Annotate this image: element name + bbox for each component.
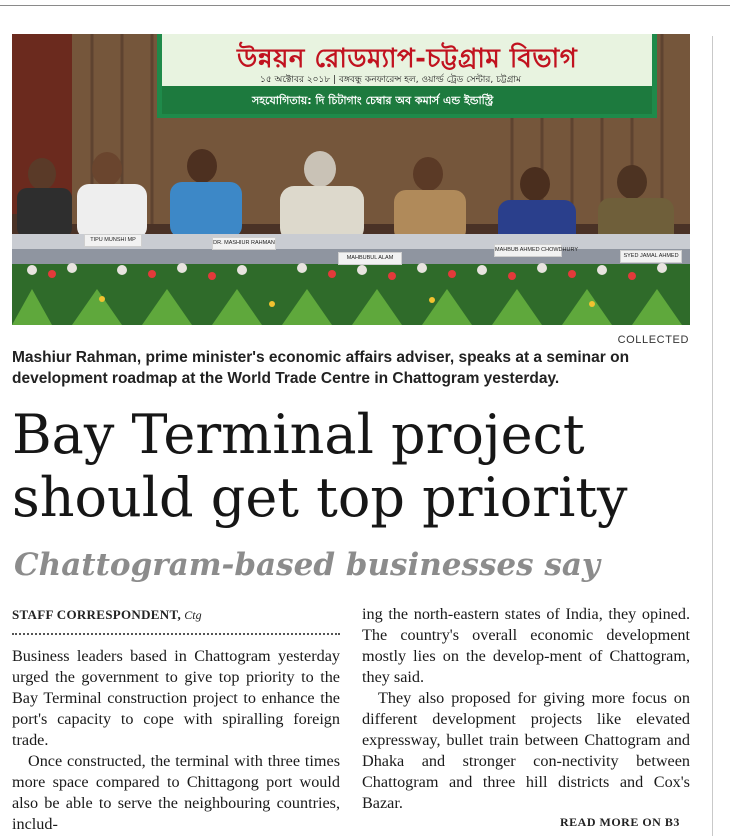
subheadline: Chattogram-based businesses say [14,547,600,583]
paragraph: ing the north-eastern states of India, they opined. The country's overall economic development mostly lies on the develop-ment of Chattogram, they said. [362,605,690,686]
byline-location: Ctg [184,608,202,622]
photo-credit: COLLECTED [617,334,689,346]
paragraph: Once constructed, the terminal with three times more space compared to Chittagong port would also be able to serve the neighbouring countries, includ- [12,752,340,833]
article-column-2 [362,604,690,814]
banner-title: উন্নয়ন রোডম্যাপ-চট্টগ্রাম বিভাগ [237,44,578,74]
article-column-1 [12,646,340,835]
column-divider [712,36,713,836]
byline-divider [12,633,340,635]
nameplate: SYED JAMAL AHMED [620,250,682,263]
read-more-link[interactable]: READ MORE ON B3 [560,815,680,829]
headline [12,403,712,529]
paragraph: They also proposed for giving more focus on different development projects like elevated expressway, bullet train between Chattogram and Dhaka and stronger con-nectivity between Chattogram and three hill districts and Cox's Bazar. [362,689,690,812]
nameplate: MAHBUBUL ALAM [338,252,402,265]
banner-partner: সহযোগিতায়: দি চিটাগাং চেম্বার অব কমার্স এন্ড ইন্ডাস্ট্রি [252,94,494,107]
nameplate: TIPU MUNSHI MP [84,234,142,247]
banner-date: ১৫ অক্টোবর ২০১৮ | বঙ্গবন্ধু কনফারেন্স হল, ওয়ার্ল্ড ট্রেড সেন্টার, চট্টগ্রাম [260,75,521,85]
byline-name: STAFF CORRESPONDENT, [12,607,181,622]
paragraph: Business leaders based in Chattogram yesterday urged the government to give top priority to the Bay Terminal construction project to enhance the port's capacity to cope with spiralling foreign trade. [12,647,340,749]
photo-caption: Mashiur Rahman, prime minister's economic affairs adviser, speaks at a seminar on development roadmap at the World Trade Centre in Chattogram yesterday. [12,349,630,387]
byline [12,607,202,623]
headline-line-1: Bay Terminal project [12,403,585,466]
headline-line-2: should get top priority [12,466,628,529]
news-photo [12,34,690,325]
nameplate: MAHBUB AHMED CHOWDHURY [494,244,562,257]
nameplate: DR. MASHIUR RAHMAN [212,237,276,250]
top-rule [0,5,730,6]
